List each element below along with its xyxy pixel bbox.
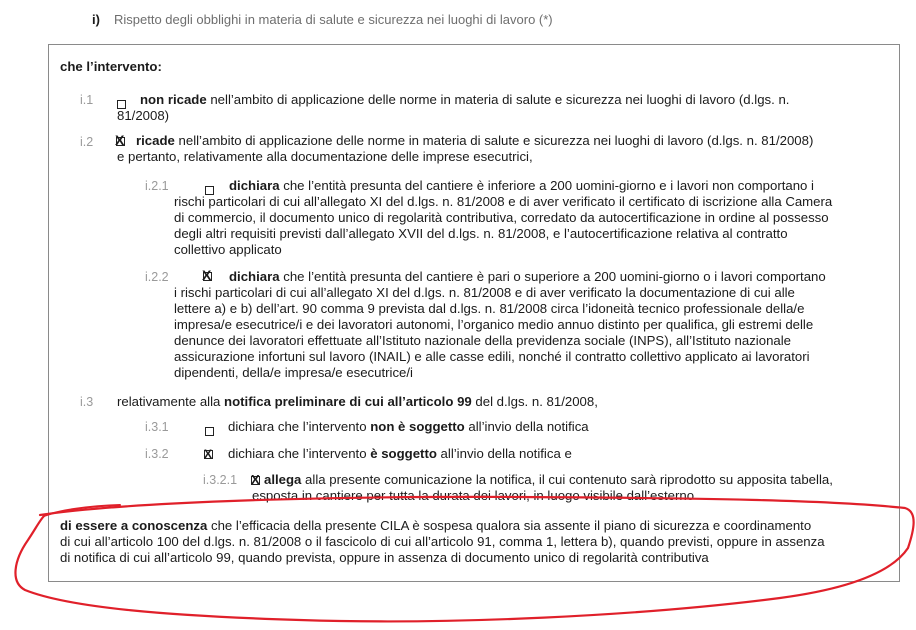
item-text: dichiara che l’intervento è soggetto all’invio della notifica e [228,446,572,461]
item-text-cont: 81/2008) [117,108,170,123]
item-number: i.3.1 [145,420,169,434]
item-text: dichiara che l’entità presunta del cantiere è pari o superiore a 200 uomini-giorno o i lavori comportano [229,269,826,284]
checkbox-ricade-checked[interactable]: X [115,132,125,148]
item-text: dichiara che l’entità presunta del cantiere è inferiore a 200 uomini-giorno e i lavori non comportano i [229,178,814,193]
item-text-line: assicurazione infortuni sul lavoro (INAIL) e alle casse edili, nonché il contratto collettivo applicato ai lavoratori [174,349,810,364]
item-text-line: collettivo applicato [174,242,282,257]
closing-text-line: di notifica di cui all’articolo 99, quando prevista, oppure in assenza di documento unico di regolarità contributiva [60,550,709,565]
item-text-line: degli altri requisiti previsti dall’allegato XVII del d.lgs. n. 81/2008, e l’autocertificazione relativa al contratto [174,226,788,241]
item-number: i.2.2 [145,270,169,284]
item-number: i.3 [80,395,94,409]
section-title: Rispetto degli obblighi in materia di salute e sicurezza nei luoghi di lavoro (*) [114,12,553,27]
section-letter: i) [92,12,100,27]
intro-heading: che l’intervento: [60,59,162,74]
item-text: relativamente alla notifica preliminare di cui all’articolo 99 del d.lgs. n. 81/2008, [117,394,598,409]
item-text-line: lettere a) e b) dell’art. 90 comma 9 prevista dal d.lgs. n. 81/2008 circa l’idoneità tecnico professionale della/e [174,301,805,316]
item-text-line: denunce dei lavoratori effettuate all’Istituto nazionale della previdenza sociale (INPS), all’Istituto nazionale [174,333,792,348]
item-number: i.3.2 [145,447,169,461]
item-number: i.1 [80,93,94,107]
checkbox-soggetto-checked[interactable]: X [204,447,213,461]
item-text-cont: esposta in cantiere per tutta la durata dei lavori, in luogo visibile dall’esterno [252,488,695,503]
item-text: dichiara che l’intervento non è soggetto all’invio della notifica [228,419,589,434]
item-number: i.2.1 [145,179,169,193]
item-text: non ricade nell’ambito di applicazione delle norme in materia di salute e sicurezza nei luoghi di lavoro (d.lgs. n. [140,92,790,107]
checkbox-non-soggetto[interactable] [205,422,214,440]
item-text-line: impresa/e esecutrice/i e dei lavoratori autonomi, l’organico medio annuo distinto per qualifica, gli estremi delle [174,317,814,332]
checkbox-allega-checked[interactable]: X [251,472,260,487]
item-text-cont: e pertanto, relativamente alla documentazione delle imprese esecutrici, [117,149,533,164]
closing-text: di essere a conoscenza che l’efficacia della presente CILA è sospesa qualora sia assente il piano di sicurezza e coordinamento [60,518,812,533]
checkbox-dichiara-superiore-checked[interactable]: X [202,267,212,283]
item-text: allega alla presente comunicazione la notifica, il cui contenuto sarà riprodotto su apposita tabella, [264,472,833,487]
item-text-line: di commercio, il documento unico di regolarità contributiva, corredato da autocertificazione in ordine al possesso [174,210,829,225]
closing-text-line: di cui all’articolo 100 del d.lgs. n. 81/2008 o il fascicolo di cui all’articolo 91, comma 1, lettera b), quando previsti, oppure in assenza [60,534,825,549]
item-number: i.2 [80,135,94,149]
item-text-line: rischi particolari di cui all’allegato XI del d.lgs. n. 81/2008 e di aver verificato il certificato di iscrizione alla Camera [174,194,833,209]
item-text: ricade nell’ambito di applicazione delle norme in materia di salute e sicurezza nei luoghi di lavoro (d.lgs. n. 81/2008) [136,133,814,148]
item-text-line: dipendenti, della/e impresa/e esecutrice/i [174,365,413,380]
item-number: i.3.2.1 [203,473,238,487]
item-text-line: i rischi particolari di cui all’allegato XI del d.lgs. n. 81/2008 e di aver verificato la documentazione di cui alle [174,285,795,300]
